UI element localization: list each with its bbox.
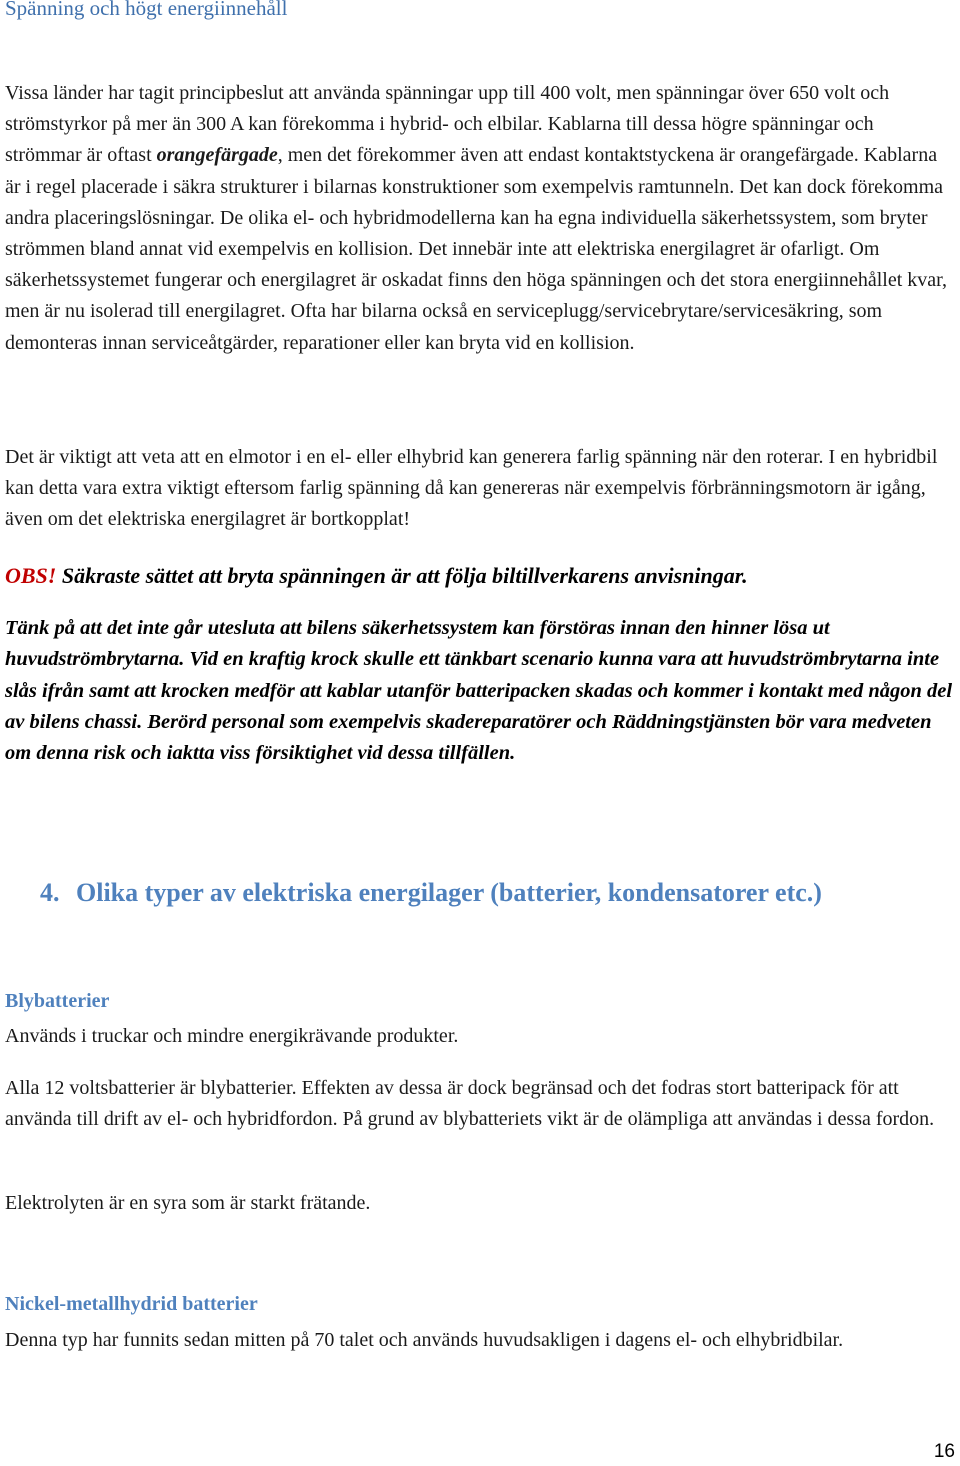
section-title-text: Olika typer av elektriska energilager (batterier, kondensatorer etc.)	[76, 878, 822, 907]
obs-text: Säkraste sättet att bryta spänningen är att följa biltillverkarens anvisningar.	[56, 563, 748, 588]
obs-note	[5, 560, 955, 592]
intro-text-part2: , men det förekommer även att endast kontaktstyckena är orangefärgade. Kablarna är i regel placerade i säkra strukturer i bilarnas konstruktioner som exempelvis ramtunneln. Det kan dock förekomma andra placeringslösningar. De olika el- och hybridmodellerna kan ha egna individuella säkerhetssystem, som bryter strömmen bland annat vid exempelvis en kollision. Det innebär inte att elektriska energilagret är ofarligt. Om säkerhetssystemet fungerar och energilagret är oskadat finns den höga spänningen och det stora energiinnehållet kvar, men är nu isolerad till energilagret. Ofta har bilarna också en serviceplugg/servicebrytare/servicesäkring, som demonteras innan serviceåtgärder, reparationer eller kan bryta vid en kollision.	[5, 144, 948, 354]
obs-label: OBS!	[5, 563, 57, 588]
intro-text-part1: Vissa länder har tagit principbeslut att använda spänningar upp till 400 volt, men spänningar över 650 volt och strömstyrkor på mer än 300 A kan förekomma i hybrid- och elbilar. Kablarna till dessa högre spänningar och strömmar är oftast	[5, 82, 890, 167]
lead-battery-electrolyte: Elektrolyten är en syra som är starkt frätande.	[5, 1192, 371, 1214]
lead-battery-usage: Används i truckar och mindre energikrävande produkter.	[5, 1025, 459, 1047]
page-number: 16	[933, 1441, 955, 1462]
section-heading	[40, 878, 822, 908]
warning-paragraph: Tänk på att det inte går utesluta att bilens säkerhetssystem kan förstöras innan den hinner lösa ut huvudströmbrytarna. Vid en kraftig krock skulle ett tänkbart scenario kunna vara att huvudströmbrytarna inte slås ifrån samt att krocken medför att kablar utanför batteripacken skadas och kommer i kontakt med någon del av bilens chassi. Berörd personal som exempelvis skadereparatörer och Räddningstjänsten bör vara medveten om denna risk och iaktta viss försiktighet vid dessa tillfällen.	[5, 617, 953, 765]
page-heading-spanning: Spänning och högt energiinnehåll	[5, 0, 288, 20]
nimh-battery-heading: Nickel-metallhydrid batterier	[5, 1293, 258, 1315]
nimh-battery-description: Denna typ har funnits sedan mitten på 70 talet och används huvudsakligen i dagens el- och elhybridbilar.	[5, 1329, 844, 1351]
intro-paragraph	[5, 78, 955, 359]
intro-emphasis-orange: orangefärgade	[156, 144, 278, 167]
lead-battery-heading: Blybatterier	[5, 990, 110, 1012]
motor-paragraph: Det är viktigt att veta att en elmotor i en el- eller elhybrid kan generera farlig spänning när den roterar. I en hybridbil kan detta vara extra viktigt eftersom farlig spänning då kan genereras när exempelvis förbränningsmotorn är igång, även om det elektriska energilagret är bortkopplat!	[5, 446, 938, 531]
lead-battery-details: Alla 12 voltsbatterier är blybatterier. Effekten av dessa är dock begränsad och det fodras stort batteripack för att använda till drift av el- och hybridfordon. På grund av blybatteriets vikt är de olämpliga att användas i dessa fordon.	[5, 1077, 935, 1131]
section-number: 4.	[40, 878, 60, 907]
